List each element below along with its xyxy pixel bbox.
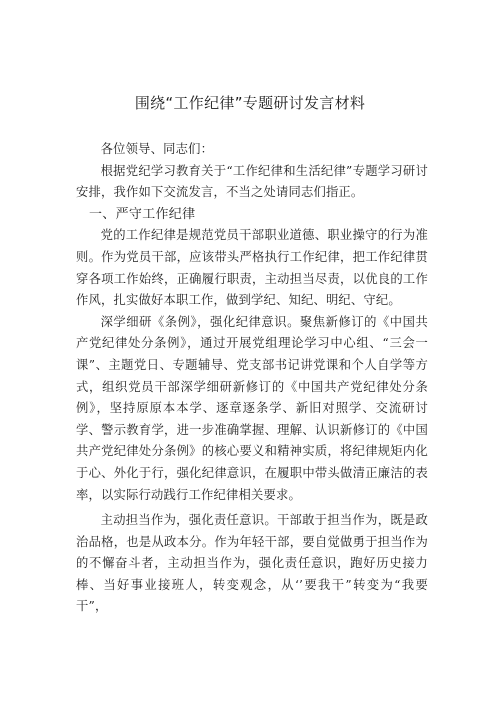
greeting: 各位领导、同志们： xyxy=(100,142,214,156)
paragraph-1: 党的工作纪律是规范党员干部职业道德、职业操守的行为准则。作为党员干部，应该带头严格执行工作纪律，把工作纪律贯穿各项工作始终，正确履行职责，主动担当尽责，以优良的工作作风，扎实做好本职工作，做到学纪、知纪、明纪、守纪。 xyxy=(76,228,428,308)
paragraph-3: 主动担当作为，强化责任意识。干部敢于担当作为，既是政治品格，也是从政本分。作为年轻干部，要自觉做勇于担当作为的不懈奋斗者，主动担当作为，强化责任意识，跑好历史接力棒、当好事业接班人，转变观念，从‘’要我干”转变为“我要干”， xyxy=(76,513,428,614)
document-title: 围绕“工作纪律”专题研讨发言材料 xyxy=(134,94,366,112)
section-heading: 一、严守工作纪律 xyxy=(89,206,196,222)
document-body xyxy=(76,139,428,618)
intro-paragraph: 根据党纪学习教育关于“工作纪律和生活纪律”专题学习研讨安排，我作如下交流发言，不当之处请同志们指正。 xyxy=(76,163,428,200)
paragraph-2: 深学细研《条例》，强化纪律意识。聚焦新修订的《中国共产党纪律处分条例》，通过开展党组理论学习中心组、“三会一课”、主题党日、专题辅导、党支部书记讲党课和个人自学等方式，组织党员干部深学细研新修订的《中国共产党纪律处分条例》，坚持原原本本学、逐章逐条学、新旧对照学、交流研讨学、警示教育学，进一步准确掌握、理解、认识新修订的《中国共产党纪律处分条例》的核心要义和精神实质，将纪律规矩内化于心、外化于行，强化纪律意识，在履职中带头做清正廉洁的表率，以实际行动践行工作纪律相关要求。 xyxy=(76,314,428,502)
